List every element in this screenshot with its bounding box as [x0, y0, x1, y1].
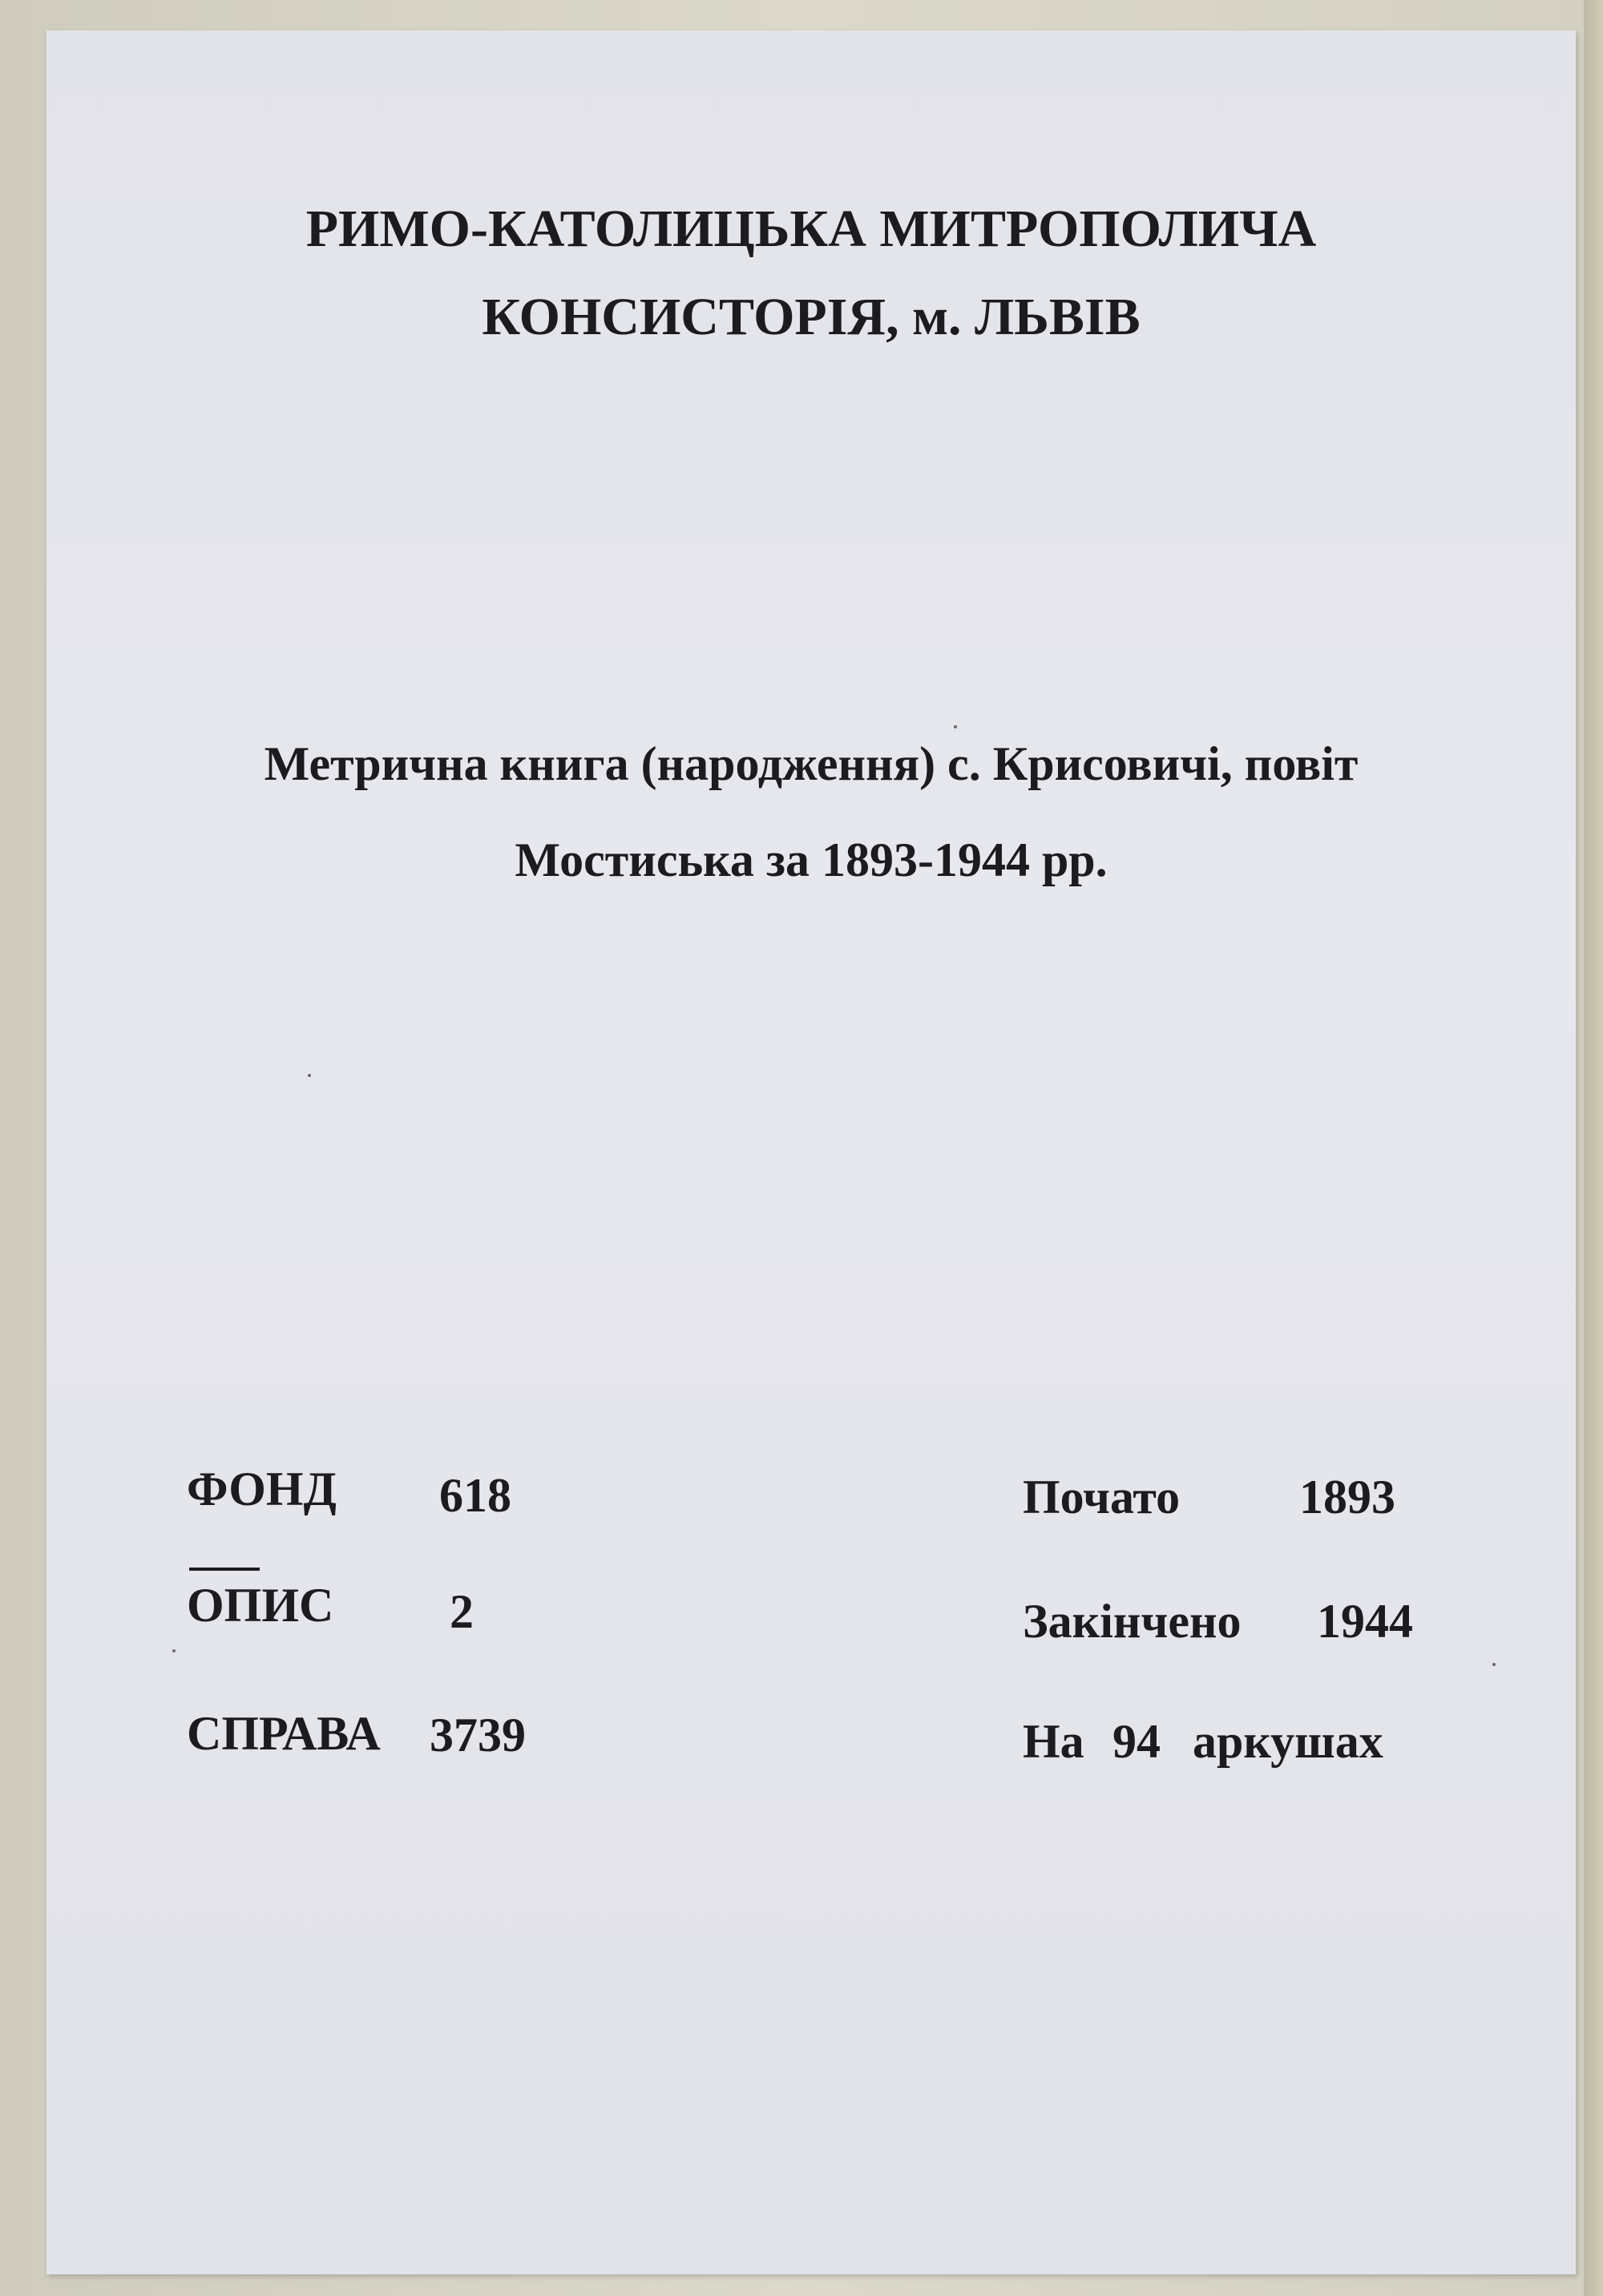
paper-speck [1492, 1663, 1496, 1666]
record-description-line-1: Метрична книга (народження) с. Крисовичі, повіт [264, 737, 1359, 790]
folder-edge [1584, 0, 1603, 2296]
sprava-label: СПРАВА [187, 1707, 381, 1760]
overline-mark [189, 1568, 260, 1571]
institution-title-line-1: РИМО-КАТОЛИЦЬКА МИТРОПОЛИЧА [305, 200, 1317, 258]
cover-sheet [46, 30, 1576, 2274]
sprava-value: 3739 [430, 1709, 526, 1761]
fond-value: 618 [439, 1469, 511, 1522]
started-value: 1893 [1299, 1471, 1395, 1523]
fond-label: ФОНД [187, 1463, 337, 1515]
paper-speck [172, 1649, 176, 1652]
paper-speck [308, 1074, 311, 1077]
ended-label: Закінчено [1023, 1595, 1242, 1648]
ended-value: 1944 [1317, 1595, 1413, 1648]
institution-title-line-2: КОНСИСТОРІЯ, м. ЛЬВІВ [482, 288, 1141, 346]
sheets-suffix: аркушах [1193, 1715, 1383, 1768]
started-label: Почато [1023, 1471, 1181, 1523]
record-description-line-2: Мостиська за 1893-1944 рр. [515, 833, 1108, 886]
opys-label: ОПИС [187, 1579, 334, 1632]
sheets-prefix: На [1023, 1715, 1084, 1768]
opys-value: 2 [450, 1585, 474, 1638]
sheets-count: 94 [1112, 1715, 1161, 1768]
paper-speck [954, 725, 957, 728]
